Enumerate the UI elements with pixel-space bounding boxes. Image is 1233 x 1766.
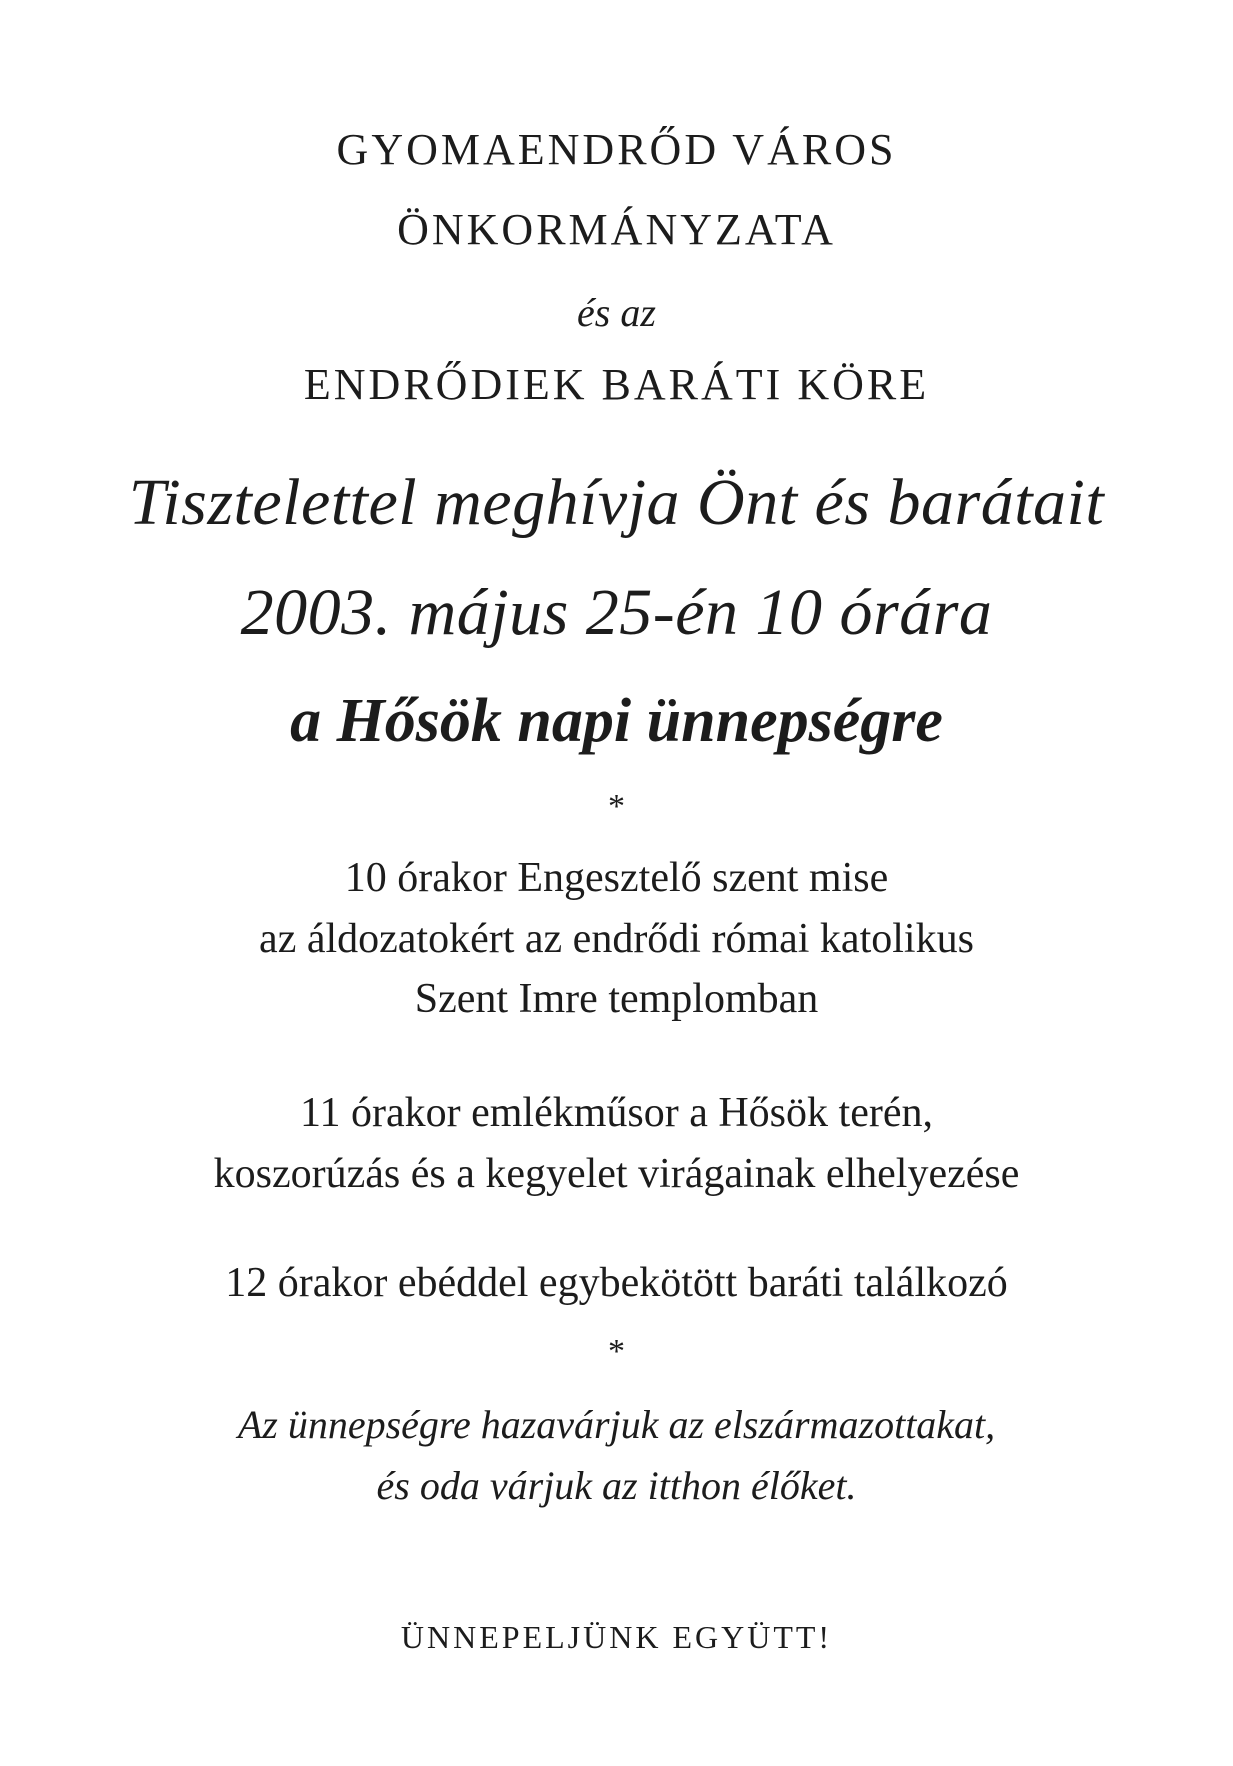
invitation-date-line: 2003. május 25-én 10 órára [240, 576, 993, 649]
program-item-memorial-line-1: 11 órakor emlékműsor a Hősök terén, [300, 1090, 933, 1136]
program-item-lunch-line: 12 órakor ebéddel egybekötött baráti találkozó [225, 1260, 1008, 1306]
closing-line-2: és oda várjuk az itthon élőket. [376, 1463, 857, 1508]
separator-star: * [608, 1333, 625, 1370]
program-item-memorial-line-2: koszorúzás és a kegyelet virágainak elhelyezése [213, 1151, 1020, 1197]
footer-slogan: ÜNNEPELJÜNK EGYÜTT! [400, 1619, 833, 1655]
organizer-club-line: ENDRŐDIEK BARÁTI KÖRE [303, 360, 930, 409]
separator-star: * [608, 788, 625, 825]
event-headline: a Hősök napi ünnepségre [290, 687, 943, 755]
organizer-city-line: GYOMAENDRŐD VÁROS [336, 125, 897, 174]
program-item-mass-line-3: Szent Imre templomban [414, 976, 819, 1022]
organizer-conjunction: és az [577, 290, 656, 335]
program-item-mass-line-2: az áldozatokért az endrődi római katolikus [259, 916, 974, 962]
closing-line-1: Az ünnepségre hazavárjuk az elszármazottakat, [237, 1402, 996, 1447]
invitation-line: Tisztelettel meghívja Önt és barátait [128, 466, 1105, 539]
program-item-mass-line-1: 10 órakor Engesztelő szent mise [344, 855, 889, 901]
organizer-council-line: ÖNKORMÁNYZATA [397, 205, 836, 254]
